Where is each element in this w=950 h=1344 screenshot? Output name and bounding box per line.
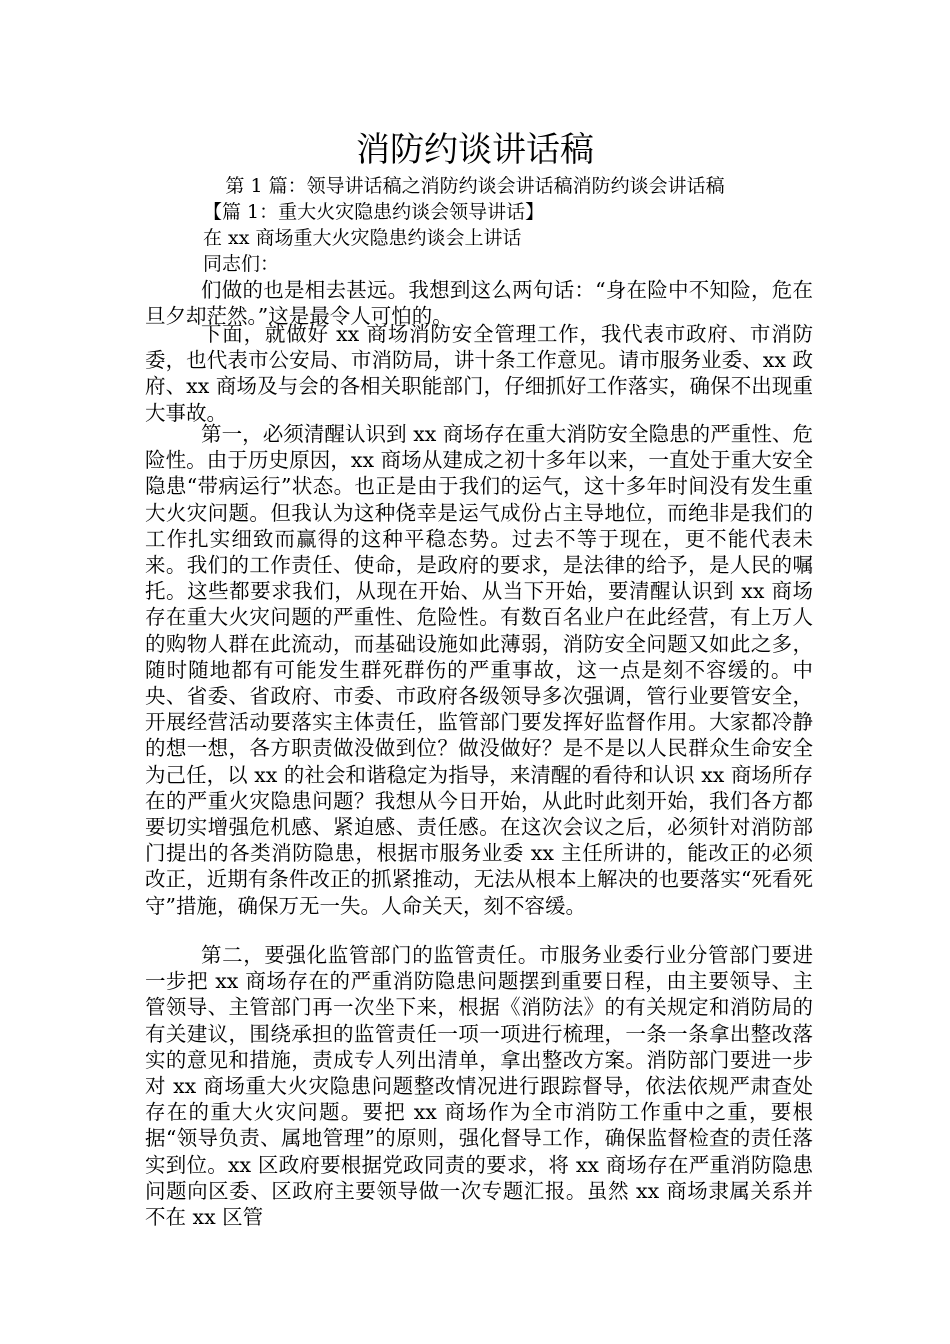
salutation: 同志们： bbox=[203, 253, 280, 275]
paragraph-2: 下面，就做好 xx 商场消防安全管理工作，我代表市政府、市消防委，也代表市公安局、市消防局，讲十条工作意见。请市服务业委、xx 政府、xx 商场及与会的各相关职能部门，仔细抓好工作落实，确保不出现重大事故。 bbox=[145, 322, 813, 425]
event-line: 在 xx 商场重大火灾隐患约谈会上讲话 bbox=[203, 227, 522, 249]
section-heading: 【篇 1：重大火灾隐患约谈会领导讲话】 bbox=[203, 201, 545, 223]
document-subtitle: 第 1 篇：领导讲话稿之消防约谈会讲话稿消防约谈会讲话稿 bbox=[225, 175, 725, 197]
paragraph-4: 第二，要强化监管部门的监管责任。市服务业委行业分管部门要进一步把 xx 商场存在的严重消防隐患问题摆到重要日程，由主要领导、主管领导、主管部门再一次坐下来，根据《消防法》的有关规定和消防局的有关建议，围绕承担的监管责任一项一项进行梳理，一条一条拿出整改落实的意见和措施，责成专人列出清单，拿出整改方案。消防部门要进一步对 xx 商场重大火灾隐患问题整改情况进行跟踪督导，依法依规严肃查处存在的重大火灾问题。要把 xx 商场作为全市消防工作重中之重，要根据“领导负责、属地管理”的原则，强化督导工作，确保监督检查的责任落实到位。xx 区政府要根据党政同责的要求，将 xx 商场存在严重消防隐患问题向区委、区政府主要领导做一次专题汇报。虽然 xx 商场隶属关系并不在 xx 区管 bbox=[145, 943, 813, 1230]
paragraph-1: 们做的也是相去甚远。我想到这么两句话：“身在险中不知险，危在旦夕却茫然。”这是最令人可怕的。 bbox=[145, 278, 813, 329]
paragraph-3: 第一，必须清醒认识到 xx 商场存在重大消防安全隐患的严重性、危险性。由于历史原因，xx 商场从建成之初十多年以来，一直处于重大安全隐患“带病运行”状态。也正是由于我们的运气，这十多年时间没有发生重大火灾问题。但我认为这种侥幸是运气成份占主导地位，而绝非是我们的工作扎实细致而赢得的这种平稳态势。过去不等于现在，更不能代表未来。我们的工作责任、使命，是政府的要求，是法律的给予，是人民的嘱托。这些都要求我们，从现在开始、从当下开始，要清醒认识到 xx 商场存在重大火灾问题的严重性、危险性。有数百名业户在此经营，有上万人的购物人群在此流动，而基础设施如此薄弱，消防安全问题又如此之多，随时随地都有可能发生群死群伤的严重事故，这一点是刻不容缓的。中央、省委、省政府、市委、市政府各级领导多次强调，管行业要管安全，开展经营活动要落实主体责任，监管部门要发挥好监督作用。大家都冷静的想一想，各方职责做没做到位？做没做好？是不是以人民群众生命安全为己任，以 xx 的社会和谐稳定为指导，来清醒的看待和认识 xx 商场所存在的严重火灾隐患问题？我想从今日开始，从此时此刻开始，我们各方都要切实增强危机感、紧迫感、责任感。在这次会议之后，必须针对消防部门提出的各类消防隐患，根据市服务业委 xx 主任所讲的，能改正的必须改正，近期有条件改正的抓紧推动，无法从根本上解决的也要落实“死看死守”措施，确保万无一失。人命关天，刻不容缓。 bbox=[145, 422, 813, 918]
document-title: 消防约谈讲话稿 bbox=[356, 130, 594, 170]
